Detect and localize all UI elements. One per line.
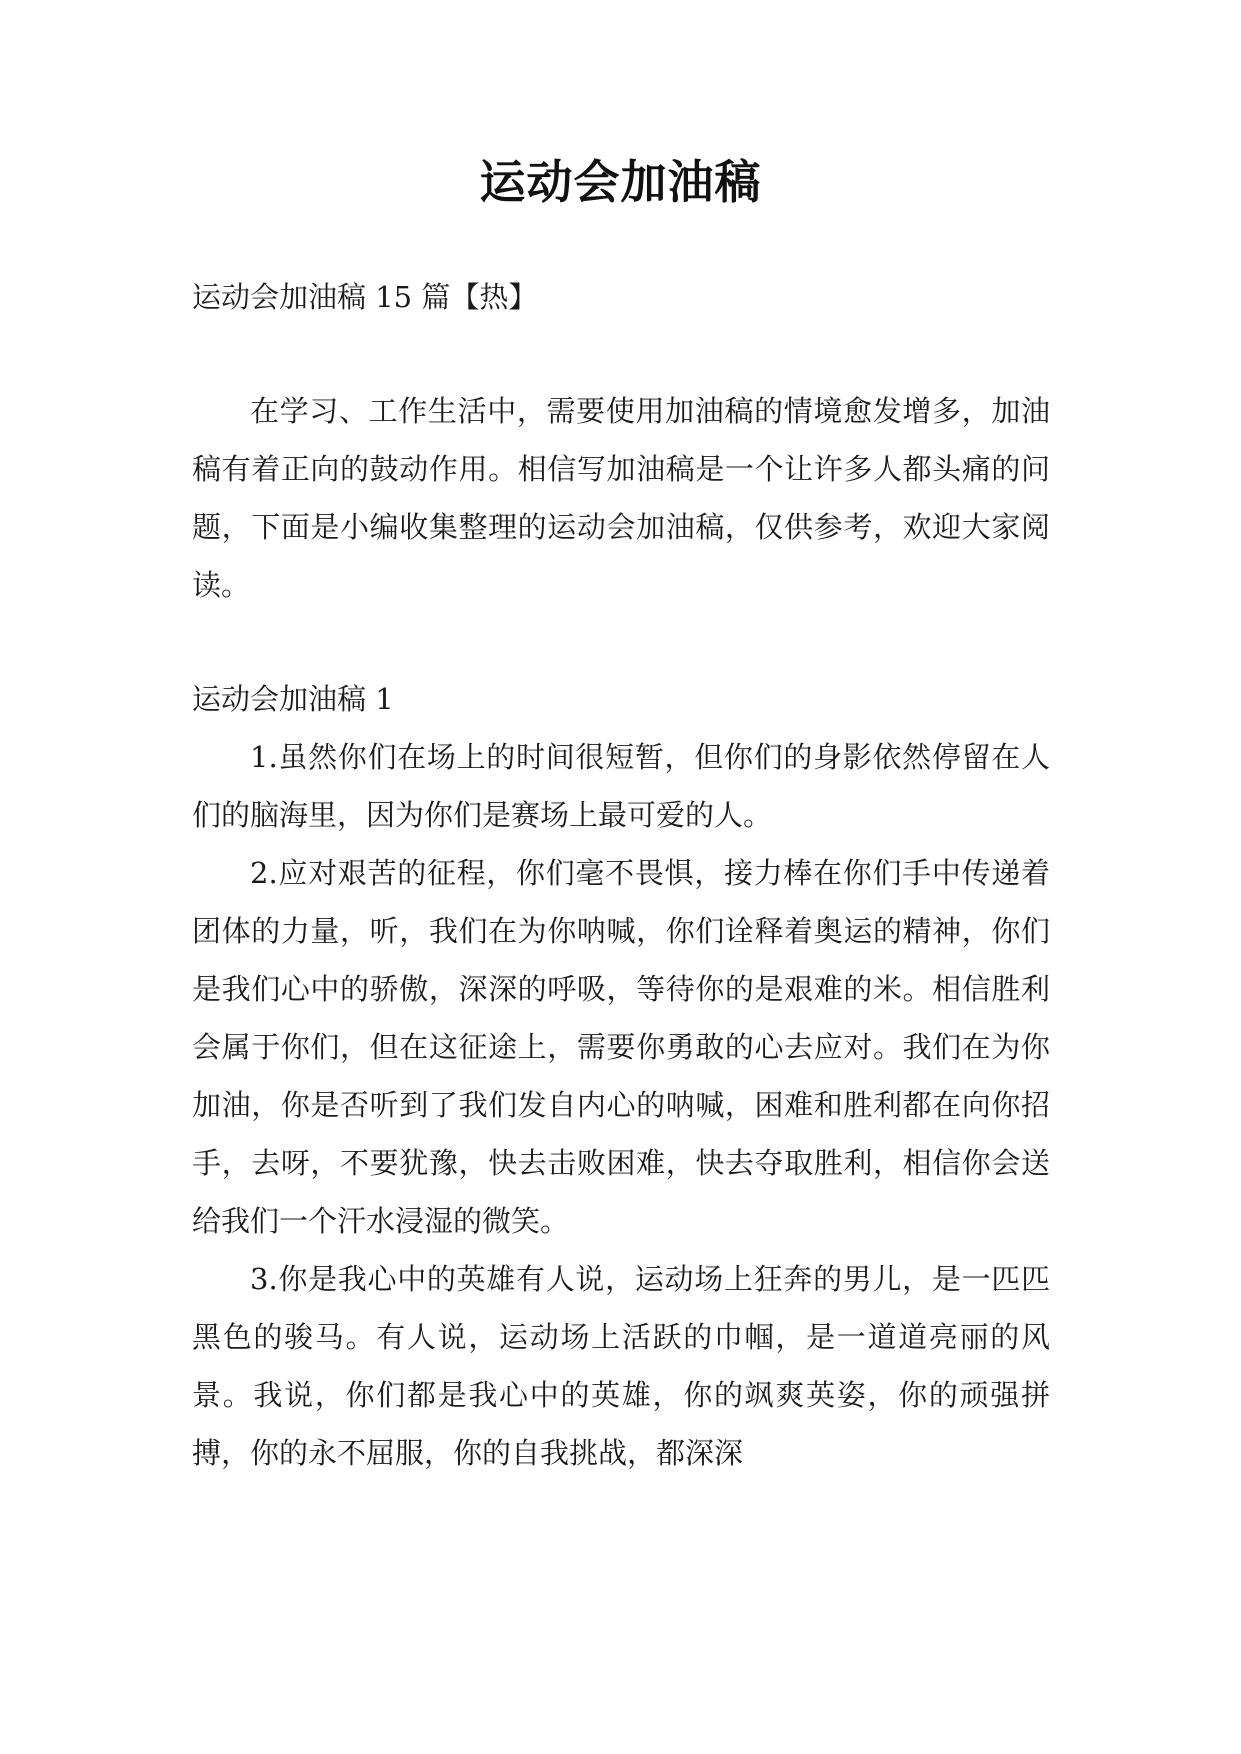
document-subtitle: 运动会加油稿 15 篇【热】: [192, 280, 538, 314]
list-item: 1.虽然你们在场上的时间很短暂，但你们的身影依然停留在人们的脑海里，因为你们是赛场上最可爱的人。: [192, 740, 1050, 832]
document-body: [192, 268, 1050, 1482]
document-title: 运动会加油稿: [479, 155, 762, 209]
spacer: [192, 614, 1050, 670]
list-item: 2.应对艰苦的征程，你们毫不畏惧，接力棒在你们手中传递着团体的力量，听，我们在为你呐喊，你们诠释着奥运的精神，你们是我们心中的骄傲，深深的呼吸，等待你的是艰难的米。相信胜利会属于你们，但在这征途上，需要你勇敢的心去应对。我们在为你加油，你是否听到了我们发自内心的呐喊，困难和胜利都在向你招手，去呀，不要犹豫，快去击败困难，快去夺取胜利，相信你会送给我们一个汗水浸湿的微笑。: [192, 856, 1050, 1238]
section-heading: 运动会加油稿 1: [192, 682, 394, 716]
intro-paragraph: 在学习、工作生活中，需要使用加油稿的情境愈发增多，加油稿有着正向的鼓动作用。相信写加油稿是一个让许多人都头痛的问题，下面是小编收集整理的运动会加油稿，仅供参考，欢迎大家阅读。: [192, 394, 1050, 602]
spacer: [192, 326, 1050, 382]
list-item: 3.你是我心中的英雄有人说，运动场上狂奔的男儿，是一匹匹黑色的骏马。有人说，运动场上活跃的巾帼，是一道道亮丽的风景。我说，你们都是我心中的英雄，你的飒爽英姿，你的顽强拼搏，你的永不屈服，你的自我挑战，都深深: [192, 1262, 1050, 1470]
